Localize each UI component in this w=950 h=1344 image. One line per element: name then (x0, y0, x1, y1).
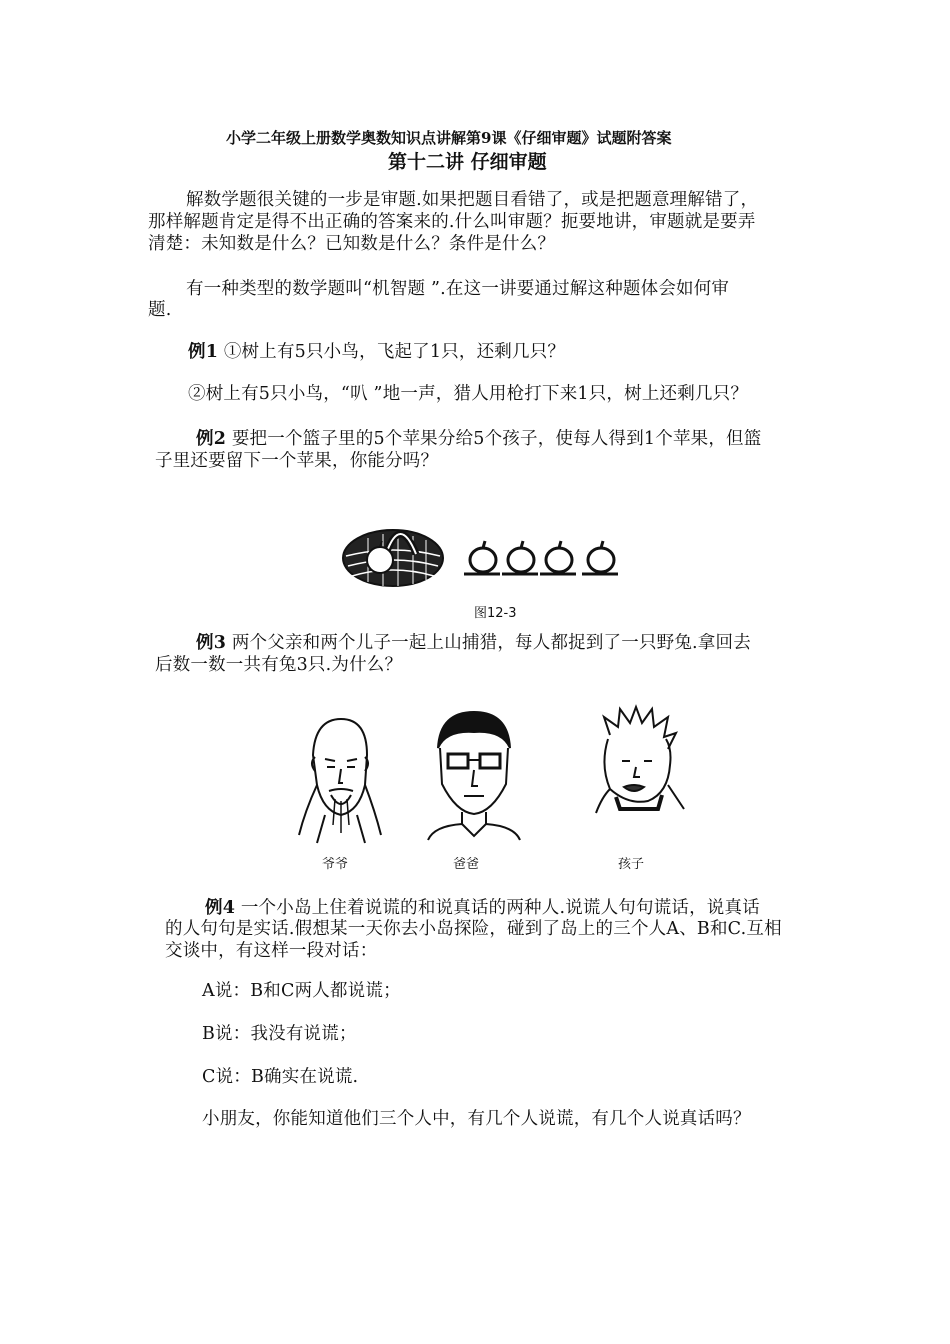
intro-line-3: 清楚：未知数是什么？已知数是什么？条件是什么？ (148, 234, 556, 254)
example-4-line-1-text: 一个小岛上住着说谎的和说真话的两种人.说谎人句句谎话，说真话 (235, 898, 760, 918)
statement-a: A说：B和C两人都说谎； (202, 981, 401, 1001)
intro-line-2: 那样解题肯定是得不出正确的答案来的.什么叫审题？扼要地讲，审题就是要弄 (148, 212, 756, 232)
example-1-q2: ②树上有5只小鸟，“叭 ”地一声，猎人用枪打下来1只，树上还剩几只？ (188, 384, 749, 404)
example-3-label: 例3 (196, 633, 227, 653)
statement-b: B说：我没有说谎； (202, 1024, 357, 1044)
label-father: 爸爸 (453, 857, 480, 872)
father-portrait (422, 708, 527, 843)
example-3-line-1 (196, 635, 751, 653)
example-4-question: 小朋友，你能知道他们三个人中，有几个人说谎，有几个人说真话吗？ (202, 1109, 751, 1129)
example-1-q1 (188, 344, 565, 362)
example-3-line-2: 后数一数一共有兔3只.为什么？ (155, 655, 403, 675)
child-portrait (588, 705, 688, 817)
example-4-line-3: 交谈中，有这样一段对话： (165, 941, 378, 961)
label-grandfather: 爷爷 (322, 857, 349, 872)
figure-caption: 图12-3 (474, 606, 517, 621)
example-2-line-1 (196, 431, 761, 449)
basket-icon (343, 530, 443, 586)
example-2-label: 例2 (196, 429, 227, 449)
example-4-line-1 (205, 900, 760, 918)
grandfather-portrait (295, 715, 385, 845)
example-2-line-2: 子里还要留下一个苹果，你能分吗？ (155, 451, 439, 471)
lecture-title: 第十二讲 仔细审题 (388, 151, 547, 173)
example-1-label: 例1 (188, 342, 219, 362)
example-3-line-1-text: 两个父亲和两个儿子一起上山捕猎，每人都捉到了一只野兔.拿回去 (226, 633, 751, 653)
document-title: 小学二年级上册数学奥数知识点讲解第9课《仔细审题》试题附答案 (226, 129, 672, 147)
example-4-label: 例4 (205, 898, 236, 918)
basket-apples-figure (338, 508, 638, 598)
apple-icons (464, 541, 618, 574)
example-1-q1-text: ①树上有5只小鸟，飞起了1只，还剩几只？ (218, 342, 566, 362)
type-intro-line-1: 有一种类型的数学题叫“机智题 ”.在这一讲要通过解这种题体会如何审 (186, 279, 730, 299)
intro-line-1: 解数学题很关键的一步是审题.如果把题目看错了，或是把题意理解错了， (186, 190, 759, 210)
label-child: 孩子 (618, 857, 645, 872)
type-intro-line-2: 题. (148, 300, 172, 320)
statement-c: C说：B确实在说谎. (202, 1067, 359, 1087)
example-4-line-2: 的人句句是实话.假想某一天你去小岛探险，碰到了岛上的三个人A、B和C.互相 (165, 919, 782, 939)
example-2-line-1-text: 要把一个篮子里的5个苹果分给5个孩子，使每人得到1个苹果，但篮 (226, 429, 762, 449)
